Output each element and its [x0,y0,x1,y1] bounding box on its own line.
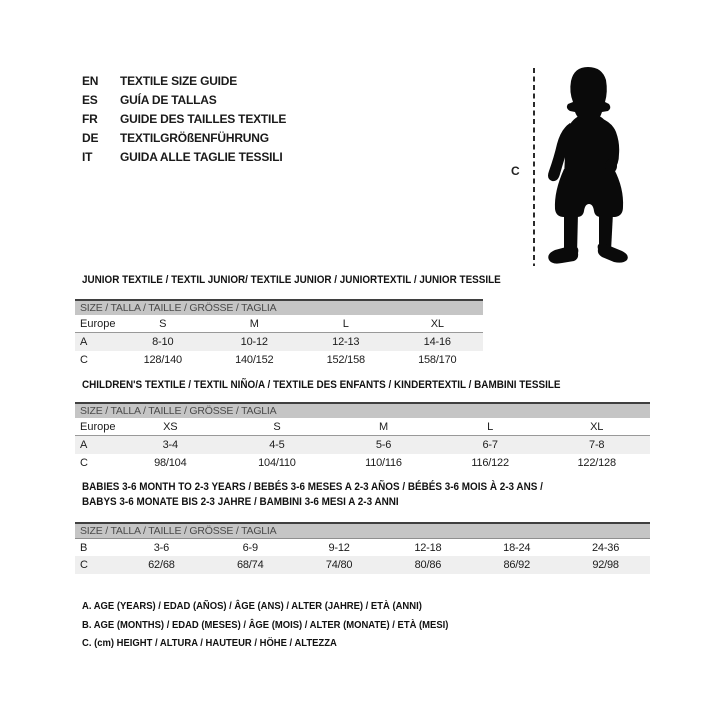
table-cell: 62/68 [148,559,175,571]
table-row [75,436,650,454]
section-title-text: CHILDREN'S TEXTILE / TEXTIL NIÑO/A / TEXTILE DES ENFANTS / KINDERTEXTIL / BAMBINI TESSILE [82,379,561,391]
figure-height-label: C [511,164,520,178]
table-cell: 6-7 [482,439,498,451]
section-title-text: BABYS 3-6 MONATE BIS 2-3 JAHRE / BAMBINI 3-6 MESI A 2-3 ANNI [82,496,399,508]
language-row [82,72,286,91]
table-cell: 116/122 [471,457,509,469]
language-code: FR [82,112,98,126]
size-header-bar: SIZE / TALLA / TAILLE / GRÖSSE / TAGLIA [75,522,650,538]
junior-textile-table [75,299,483,369]
table-cell: 68/74 [236,559,264,571]
table-cell: 5-6 [375,439,392,451]
table-cell: 152/158 [326,354,365,366]
section-title-line [82,378,614,393]
table-cell: 86/92 [503,559,530,571]
row-label: Europe [80,420,116,433]
table-cell: 80/86 [414,559,442,571]
legend-note-text: B. AGE (MONTHS) / EDAD (MESES) / ÂGE (MOIS) / ALTER (MONATE) / ETÀ (MESI) [82,618,449,631]
table-row [75,454,650,472]
language-code: EN [82,74,99,88]
children-textile-table [75,402,650,472]
language-row [82,148,286,167]
legend-note-line [82,634,489,653]
table-row [75,333,483,351]
table-cell: 18-24 [503,541,531,554]
row-label: A [80,439,88,451]
height-measure-dotted-line [530,66,538,268]
table-row [75,418,650,436]
table-row [75,315,483,333]
toddler-silhouette-icon [545,64,645,266]
section-title-line [82,495,594,510]
table-cell: 10-12 [240,336,268,348]
table-cell: XS [163,420,178,433]
table-cell: M [379,420,388,433]
section-title-junior [82,273,547,288]
row-label: B [80,541,88,554]
legend-notes [82,597,489,653]
legend-note-text: C. (cm) HEIGHT / ALTURA / HAUTEUR / HÖHE / ALTEZZA [82,637,337,649]
table-cell: 98/104 [154,457,187,469]
language-label: GUIDE DES TAILLES TEXTILE [120,112,287,126]
legend-note-line [82,597,489,616]
table-cell: 7-8 [589,439,605,451]
table-cell: 128/140 [143,354,182,366]
section-title-text: JUNIOR TEXTILE / TEXTIL JUNIOR/ TEXTILE JUNIOR / JUNIORTEXTIL / JUNIOR TESSILE [82,274,501,286]
language-label: GUÍA DE TALLAS [120,93,217,107]
table-cell: 3-6 [153,541,170,554]
language-code: DE [82,131,99,145]
language-label: TEXTILGRÖßENFÜHRUNG [120,131,269,145]
table-cell: 104/110 [258,457,296,469]
section-title-children [82,378,614,393]
row-label: Europe [80,317,116,330]
table-cell: XL [430,317,444,330]
section-title-babies [82,480,594,510]
table-cell: 24-36 [592,541,620,554]
babies-textile-table [75,522,650,574]
row-label: C [80,457,88,469]
table-cell: L [487,420,494,433]
section-title-text: BABIES 3-6 MONTH TO 2-3 YEARS / BEBÉS 3-6 MESES A 2-3 AÑOS / BÉBÉS 3-6 MOIS À 2-3 ANS / [82,481,543,493]
language-row [82,91,286,110]
table-cell: 140/152 [235,354,274,366]
language-label: TEXTILE SIZE GUIDE [120,74,238,88]
table-cell: M [249,317,259,330]
row-label: C [80,559,88,571]
table-cell: 6-9 [242,541,258,554]
table-cell: 4-5 [269,439,285,451]
legend-note-line [82,616,489,635]
table-cell: S [159,317,167,330]
language-label: GUIDA ALLE TAGLIE TESSILI [120,150,283,164]
table-cell: 12-13 [332,336,360,348]
table-cell: L [342,317,349,330]
table-cell: 92/98 [592,559,619,571]
language-row [82,110,286,129]
table-row [75,556,650,574]
table-cell: 12-18 [414,541,442,554]
legend-note-text: A. AGE (YEARS) / EDAD (AÑOS) / ÂGE (ANS) / ALTER (JAHRE) / ETÀ (ANNI) [82,600,422,612]
row-label: C [80,354,88,366]
row-label: A [80,336,88,348]
table-row [75,538,650,556]
table-cell: S [273,420,281,433]
table-cell: 3-4 [162,439,178,451]
language-list [82,72,286,167]
language-code: ES [82,93,98,107]
size-header-bar: SIZE / TALLA / TAILLE / GRÖSSE / TAGLIA [75,299,483,315]
section-title-line [82,480,594,495]
table-cell: 14-16 [423,336,451,348]
language-code: IT [82,150,93,164]
section-title-line [82,273,547,288]
table-cell: XL [590,420,604,433]
language-row [82,129,286,148]
size-header-bar: SIZE / TALLA / TAILLE / GRÖSSE / TAGLIA [75,402,650,418]
table-cell: 158/170 [418,354,457,366]
table-cell: 122/128 [577,457,616,469]
table-cell: 74/80 [325,559,353,571]
table-row [75,351,483,369]
table-cell: 9-12 [328,541,350,554]
table-cell: 110/116 [365,457,402,469]
table-cell: 8-10 [152,336,174,348]
